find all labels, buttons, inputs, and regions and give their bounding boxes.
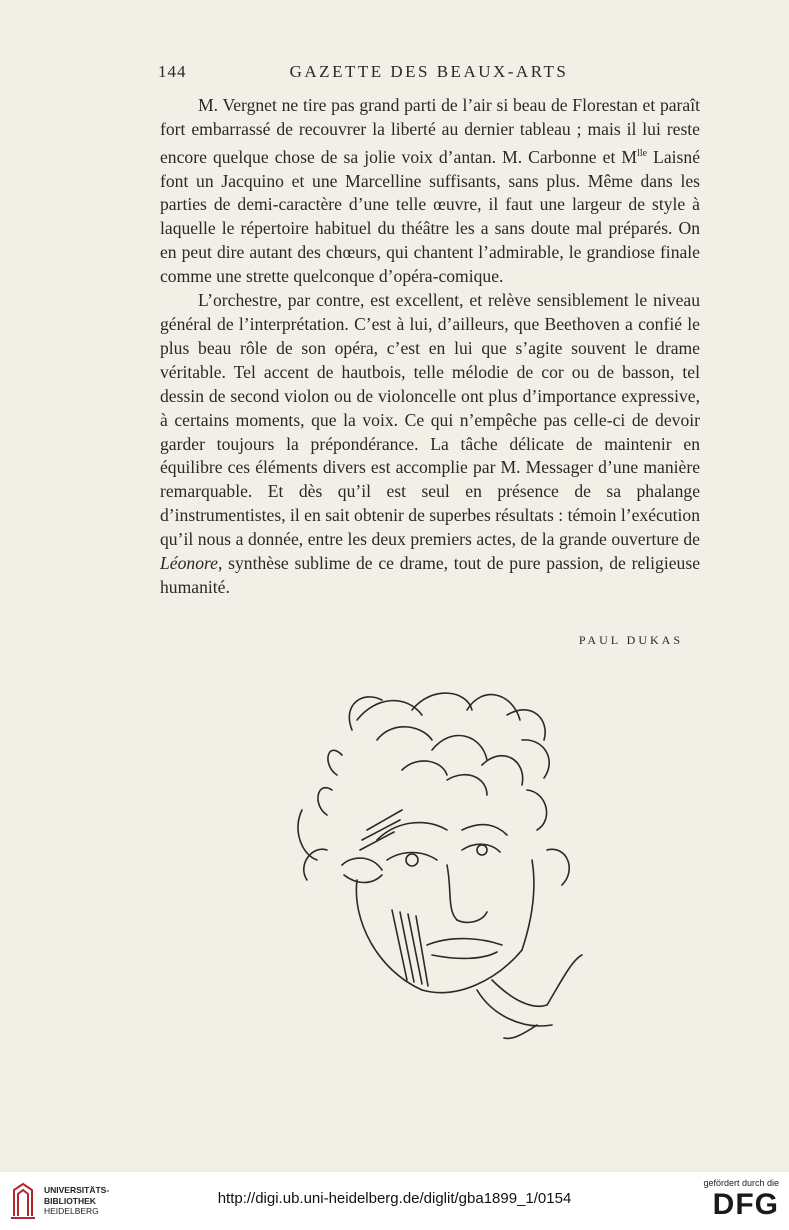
dfg-logo: DFG <box>712 1188 779 1221</box>
dfg-block <box>701 1178 779 1222</box>
paragraph-1-text: M. Vergnet ne tire pas grand parti de l’air si beau de Florestan et paraît fort embarrassé de recouvrer la liberté au dernier tableau ; mais il lui reste encore quelque chose de sa jolie voix d’antan. M. Carbonne et M <box>160 95 700 167</box>
page-header <box>158 62 700 88</box>
running-title: GAZETTE DES BEAUX-ARTS <box>289 62 569 81</box>
paragraph-1 <box>160 94 700 289</box>
paragraph-1-text-cont: Laisné font un Jacquino et une Marcelline suffisants, sans plus. Même dans les parties de demi-caractère d’une telle œuvre, il faut une largeur de style à laquelle le répertoire habituel du théâtre les a sans doute mal préparés. On en peut dire autant des chœurs, qui chantent l’admirable, le grandiose finale comme une strette quelconque d’opéra-comique. <box>160 146 701 287</box>
paragraph-2 <box>160 289 700 600</box>
author-signature: PAUL DUKAS <box>578 633 683 647</box>
paragraph-2-text-cont: , synthèse sublime de ce drame, tout de pure passion, de religieuse humanité. <box>160 553 700 597</box>
source-url[interactable]: http://digi.ub.uni-heidelberg.de/diglit/gba1899_1/0154 <box>217 1190 572 1207</box>
beethoven-portrait-sketch <box>282 680 592 1040</box>
article-body <box>160 94 700 600</box>
paragraph-2-text: L’orchestre, par contre, est excellent, et relève sensiblement le niveau général de l’interprétation. C’est à lui, d’ailleurs, que Beethoven a confié le plus beau rôle de son opéra, c’est en lui que s’agite souvent le drame véritable. Tel accent de hautbois, telle mélodie de cor ou de basson, tel dessin de second violon ou de violoncelle ont plus d’importance expressive, à certains moments, que la voix. Ce qui n’empêche pas celle-ci de devoir garder toujours la prépondérance. La tâche délicate de maintenir en équilibre ces éléments divers est accomplie par M. Messager d’une manière remarquable. Et dès qu’il est seul en présence de sa phalange d’instrumentistes, il en sait obtenir de superbes résultats : témoin l’exécution qu’il nous a donnée, entre les deux premiers actes, de la grande ouverture de <box>160 290 700 550</box>
library-line-1: UNIVERSITÄTS- <box>44 1185 110 1195</box>
page-footer <box>0 1172 789 1230</box>
library-line-2: BIBLIOTHEK <box>44 1195 96 1206</box>
opera-title: Léonore <box>160 553 218 574</box>
page-number: 144 <box>158 62 187 81</box>
library-line-3: HEIDELBERG <box>44 1206 99 1216</box>
superscript-mlle: lle <box>637 147 648 159</box>
funded-by-text: gefördert durch die <box>703 1178 779 1188</box>
